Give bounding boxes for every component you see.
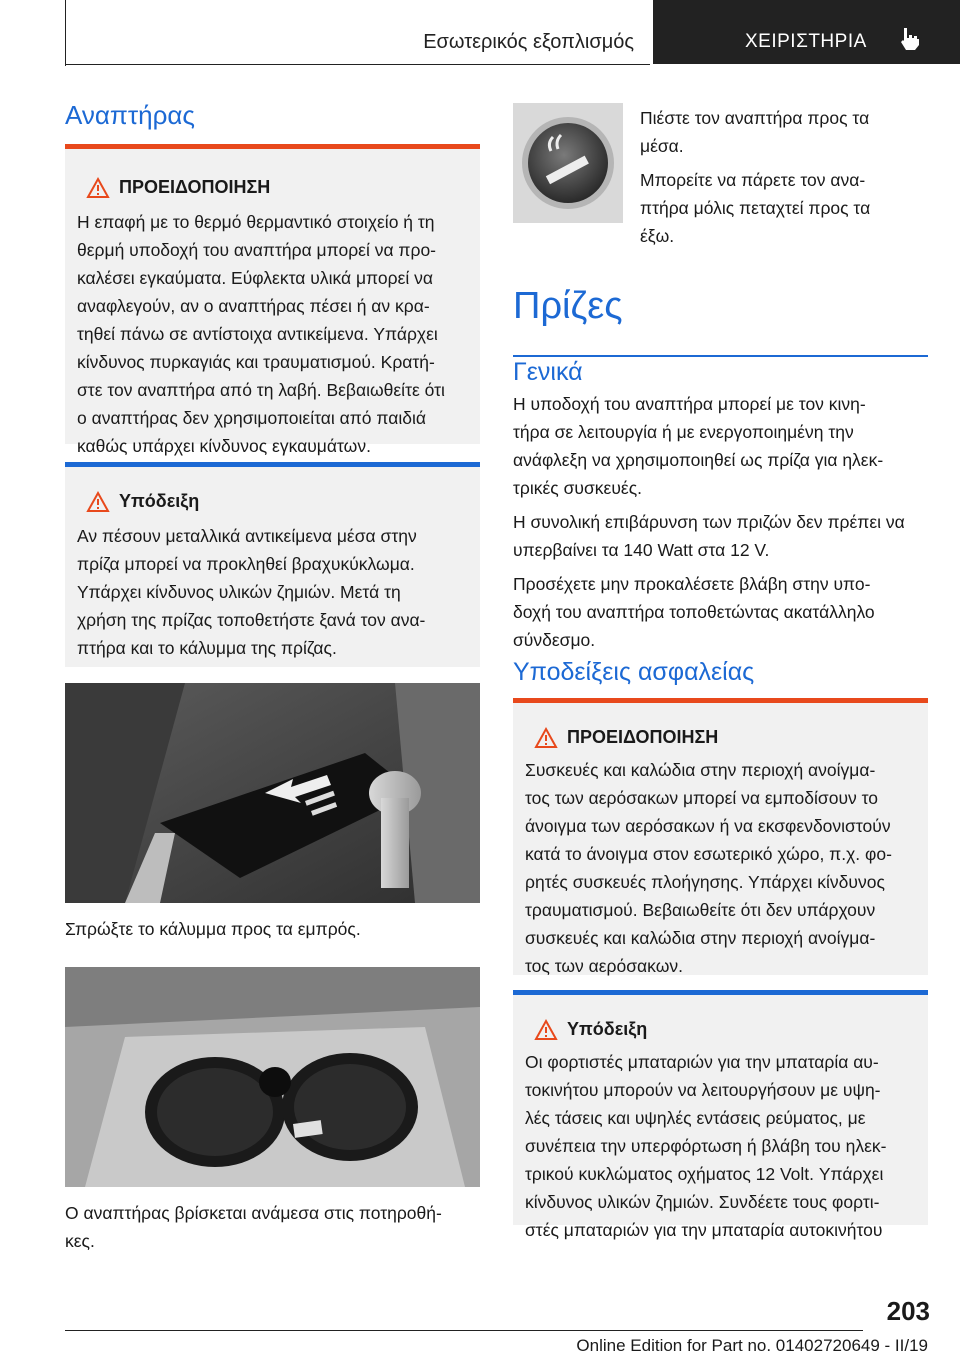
warning-text: Συσκευές και καλώδια στην περιοχή ανοίγμα- τος των αερόσακων μπορεί να εμποδίσουν το άνοιγμα των αερόσακων ή να εκσφενδονιστούν κατά το άνοιγμα στον εσωτερικό χώρο, π.χ. φο- ρητές συσκευές πλοήγησης. Υπάρχει κίνδυνος τραυματισμού. Βεβαιωθείτε ότι δεν υπάρχουν συσκευές και καλώδια στην περιοχή ανοίγμα- τος των αερόσακων. (525, 760, 892, 976)
hand-pointer-icon (897, 26, 923, 52)
caption-cup-holder: Ο αναπτήρας βρίσκεται ανάμεσα στις ποτηροθή- κες. (65, 1203, 442, 1251)
warning-triangle-icon (535, 728, 557, 748)
general-paragraph-3: Προσέχετε μην προκαλέσετε βλάβη στην υπο- δοχή του αναπτήρα τοποθετώντας ακατάλληλο σύνδεσμο. (513, 574, 875, 650)
header-chapter-tab[interactable] (653, 0, 960, 64)
lighter-warning-box (65, 144, 480, 456)
page-number: 203 (886, 1296, 930, 1326)
warning-title: ΠΡΟΕΙΔΟΠΟΙΗΣΗ (525, 727, 916, 748)
footer-rule (65, 1330, 863, 1331)
note-title: Υπόδειξη (77, 491, 468, 512)
edition-text: Online Edition for Part no. 01402720649 - II/19 (576, 1336, 928, 1355)
warning-triangle-icon (87, 178, 109, 198)
note-text: Οι φορτιστές μπαταριών για την μπαταρία αυ- τοκινήτου μπορούν να λειτουργήσουν με υψη- λές τάσεις και υψηλές εντάσεις ρεύματος, με συνέπεια την υπερφόρτωση ή βλάβη του ηλεκ- τρικού κυκλώματος οχήματος 12 Volt. Υπάρχει κίνδυνος υλικών ζημιών. Συνδέετε τους φορτι- στές μπαταριών για την μπαταρία αυτοκινήτου (525, 1052, 887, 1240)
sockets-note-box (513, 990, 928, 1240)
general-text (513, 390, 933, 660)
warning-triangle-icon (87, 492, 109, 512)
sockets-warning-box (513, 698, 928, 975)
general-paragraph-1: Η υποδοχή του αναπτήρα μπορεί με τον κινη- τήρα σε λειτουργία ή με ενεργοποιημένη την ανάφλεξη να χρησιμοποιηθεί ως πρίζα για ηλεκ- τρικές συσκευές. (513, 394, 884, 498)
general-heading: Γενικά (513, 358, 583, 386)
header-bottom-rule (65, 64, 650, 65)
lighter-note-box (65, 462, 480, 667)
sockets-rule (513, 355, 928, 357)
note-title: Υπόδειξη (525, 1019, 916, 1040)
lighter-press-text: Πιέστε τον αναπτήρα προς τα μέσα. (640, 108, 870, 156)
warning-text: Η επαφή με το θερμό θερμαντικό στοιχείο ή τη θερμή υποδοχή του αναπτήρα μπορεί να προ- καλέσει εγκαύματα. Εύφλεκτα υλικά μπορεί να αναφλεγούν, αν ο αναπτήρας πέσει ή αν κρα- τηθεί πάνω σε αντίστοιχα αντικείμενα. Υπάρχει κίνδυνος πυρκαγιάς και τραυματισμού. Κρατή- στε τον αναπτήρα από τη λαβή. Βεβαιωθείτε ότι ο αναπτήρας δεν χρησιμοποιείται από παιδιά καθώς υπάρχει κίνδυνος εγκαυμάτων. (77, 212, 445, 456)
note-text: Αν πέσουν μεταλλικά αντικείμενα μέσα στην πρίζα μπορεί να προκληθεί βραχυκύκλωμα. Υπάρχει κίνδυνος υλικών ζημιών. Μετά τη χρήση της πρίζας τοποθετήστε ξανά τον ανα- πτήρα και το κάλυμμα της πρίζας. (77, 526, 426, 658)
general-paragraph-2: Η συνολική επιβάρυνση των πριζών δεν πρέπει να υπερβαίνει τα 140 Watt στα 12 V. (513, 512, 905, 560)
warning-title: ΠΡΟΕΙΔΟΠΟΙΗΣΗ (77, 177, 468, 198)
sockets-heading: Πρίζες (513, 285, 623, 327)
lighter-remove-text: Μπορείτε να πάρετε τον ανα- πτήρα μόλις πεταχτεί προς τα έξω. (640, 170, 871, 246)
lighter-heading: Αναπτήρας (65, 100, 195, 130)
lighter-instructions (640, 104, 935, 256)
safety-heading: Υποδείξεις ασφαλείας (513, 658, 755, 686)
header-section-title: Εσωτερικός εξοπλισμός (423, 31, 634, 53)
cup-holder-photo (65, 967, 480, 1187)
header-chapter-label: ΧΕΙΡΙΣΤΗΡΙΑ (745, 31, 867, 52)
console-cover-photo (65, 683, 480, 903)
lighter-button-photo (513, 103, 623, 223)
caption-cover: Σπρώξτε το κάλυμμα προς τα εμπρός. (65, 919, 361, 939)
warning-triangle-icon (535, 1020, 557, 1040)
